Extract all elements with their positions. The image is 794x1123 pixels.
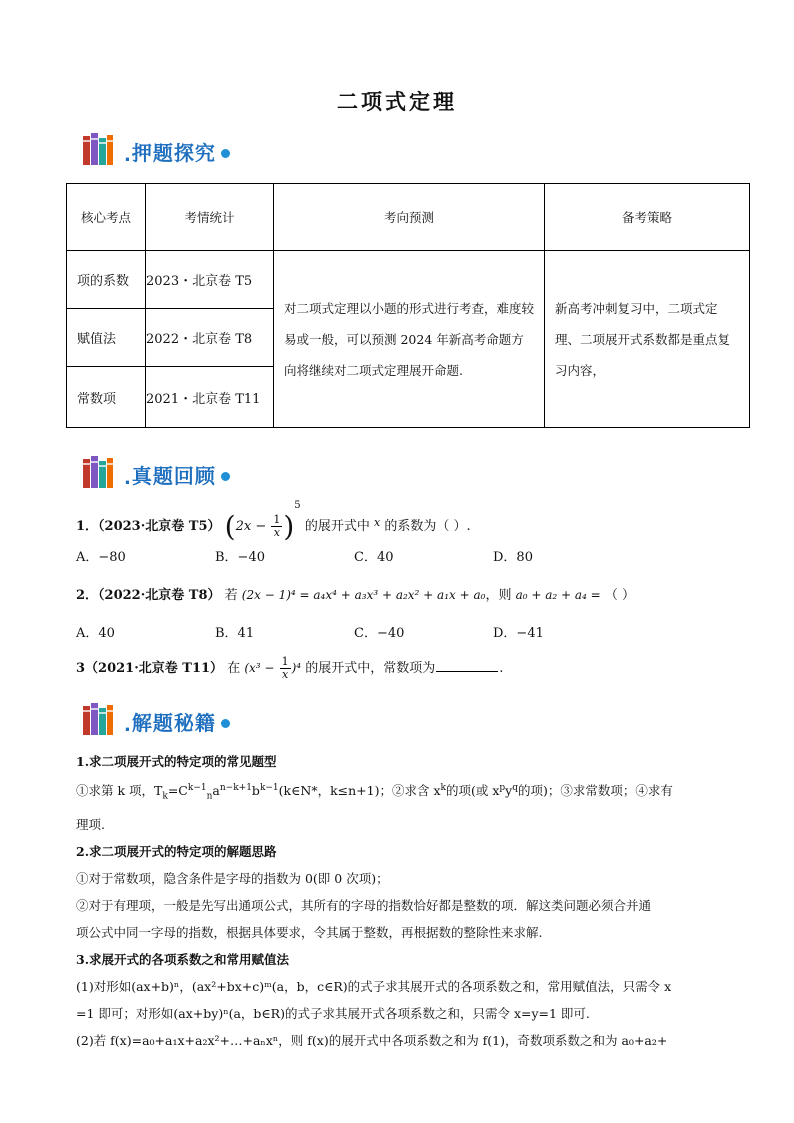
table-header: 考情统计 (146, 184, 274, 251)
heading: 3.求展开式的各项系数之和常用赋值法 (76, 951, 290, 967)
forecast-text: 对二项式定理以小题的形式进行考查，难度较易或一般，可以预测 2024 年新高考命题方向将继续对二项式定理展开命题. (284, 300, 535, 378)
table-cell: 2021・北京卷 T11 (146, 367, 274, 428)
section-title: 押题探究 (131, 141, 216, 165)
question-number: 1． (76, 519, 99, 534)
question-source: （2023·北京卷 T5） (98, 519, 221, 534)
math-expr: 2x − (235, 519, 267, 534)
option: C．40 (354, 550, 394, 565)
option: A．40 (76, 626, 115, 641)
bullet-dot-icon (221, 472, 230, 481)
section-header-forecast: . 押题探究 (82, 132, 230, 166)
table-cell: 2023・北京卷 T5 (146, 251, 274, 309)
paragraph (76, 775, 724, 811)
text: a (212, 783, 220, 799)
math-expr: a₀ + a₂ + a₄ = (515, 588, 601, 602)
superscript: k−1 (259, 783, 279, 793)
forecast-cell (274, 251, 545, 428)
table-cell: 赋值法 (67, 309, 146, 367)
books-icon (82, 455, 122, 489)
option: C．−40 (354, 626, 405, 641)
option: A．−80 (76, 550, 126, 565)
question-source: （2021·北京卷 T11） (85, 661, 224, 676)
section-header-secrets: . 解题秘籍 (82, 702, 230, 736)
heading: 2.求二项展开式的特定项的解题思路 (76, 843, 277, 859)
fraction (280, 656, 291, 681)
question-text: . (499, 661, 504, 676)
math-expr: (2x − 1)⁴ = a₄x⁴ + a₃x³ + a₂x² + a₁x + a₀ (241, 588, 486, 602)
option: D．80 (493, 550, 533, 565)
paragraph: =1 即可；对形如(ax+by)ⁿ(a，b∈R)的式子求其展开式各项系数之和，只需令 x=y=1 即可. (76, 1005, 590, 1021)
math-var: x (373, 516, 381, 529)
page-title: 二项式定理 (337, 90, 457, 114)
section-title: 真题回顾 (131, 464, 216, 488)
books-icon (82, 132, 122, 166)
bullet-dot-icon (221, 719, 230, 728)
secrets-content (76, 748, 724, 1054)
table-header: 备考策略 (545, 184, 750, 251)
table-header: 考向预测 (274, 184, 545, 251)
exam-analysis-table (66, 183, 750, 428)
question-2 (76, 584, 635, 603)
math-expr: (x³ − (244, 661, 275, 675)
books-icon (82, 702, 122, 736)
superscript: k−1 (187, 783, 207, 793)
question-number: 2． (76, 588, 99, 603)
strategy-cell (545, 251, 750, 428)
question-text: 在 (227, 661, 241, 676)
heading: 1.求二项展开式的特定项的常见题型 (76, 754, 277, 769)
text: b (251, 783, 260, 799)
section-title: 解题秘籍 (131, 711, 216, 735)
option: B．41 (215, 626, 255, 641)
bullet-dot-icon (221, 149, 230, 158)
question-text: 的展开式中 (304, 519, 370, 534)
option: D．−41 (493, 626, 544, 641)
superscript: n−k+1 (219, 783, 252, 793)
math-expr: )⁴ (291, 661, 302, 675)
strategy-text: 新高考冲刺复习中，二项式定理、二项展开式系数都是重点复习内容， (555, 300, 731, 378)
question-text: 的系数为（ ）. (384, 519, 471, 534)
table-header: 核心考点 (67, 184, 146, 251)
denominator: x (273, 526, 280, 539)
paragraph: ①对于常数项，隐含条件是字母的指数为 0(即 0 次项)； (76, 870, 389, 886)
question-text: 若 (224, 588, 238, 603)
table-cell: 2022・北京卷 T8 (146, 309, 274, 367)
text: =C (167, 783, 188, 799)
paragraph: 项公式中同一字母的指数，根据具体要求，令其属于整数，再根据数的整除性来求解. (76, 924, 543, 940)
options-q1 (76, 546, 632, 565)
option: B．−40 (215, 550, 265, 565)
paragraph: ②对于有理项，一般是先写出通项公式，其所有的字母的指数恰好都是整数的项．解这类问题必须合并通 (76, 897, 652, 913)
table-cell: 项的系数 (67, 251, 146, 309)
question-text: ，则 (485, 588, 512, 603)
question-number: 3 (76, 661, 86, 676)
text: y (505, 783, 513, 799)
question-3 (76, 656, 503, 681)
text: ①求第 k 项，T (76, 783, 163, 799)
section-header-review: . 真题回顾 (82, 455, 230, 489)
answer-blank[interactable] (436, 671, 498, 672)
text: 的项)；③求常数项；④求有 (517, 783, 673, 799)
fraction (271, 514, 282, 539)
paragraph: 理项. (76, 816, 105, 832)
subscript: n (206, 791, 213, 802)
question-1: 1．（2023·北京卷 T5） (2x − $\frac{1}{x}$ )$^5$ 的展开式中 $^x$ 的系数为（ ）. (76, 500, 471, 543)
superscript: p (499, 783, 506, 793)
options-q2 (76, 622, 632, 641)
exponent: 5 (294, 500, 301, 511)
paragraph: (1)对形如(ax+b)ⁿ，(ax²+bx+c)ᵐ(a，b，c∈R)的式子求其展开式的各项系数之和，常用赋值法，只需令 x (76, 978, 672, 994)
numerator: 1 (281, 655, 289, 668)
text: 的项(或 x (445, 783, 500, 799)
table-cell: 常数项 (67, 367, 146, 428)
question-source: （2022·北京卷 T8） (98, 588, 221, 603)
superscript: k (440, 783, 446, 793)
question-text: （ ） (604, 588, 636, 603)
text: (k∈N*，k≤n+1)；②求含 x (278, 783, 441, 799)
paragraph: (2)若 f(x)=a₀+a₁x+a₂x²+…+aₙxⁿ，则 f(x)的展开式中各项系数之和为 f(1)，奇数项系数之和为 a₀+a₂+ (76, 1032, 668, 1048)
subscript: k (162, 791, 168, 802)
numerator: 1 (273, 513, 281, 526)
superscript: q (512, 783, 518, 793)
question-text: 的展开式中，常数项为 (305, 661, 436, 676)
denominator: x (282, 668, 289, 681)
